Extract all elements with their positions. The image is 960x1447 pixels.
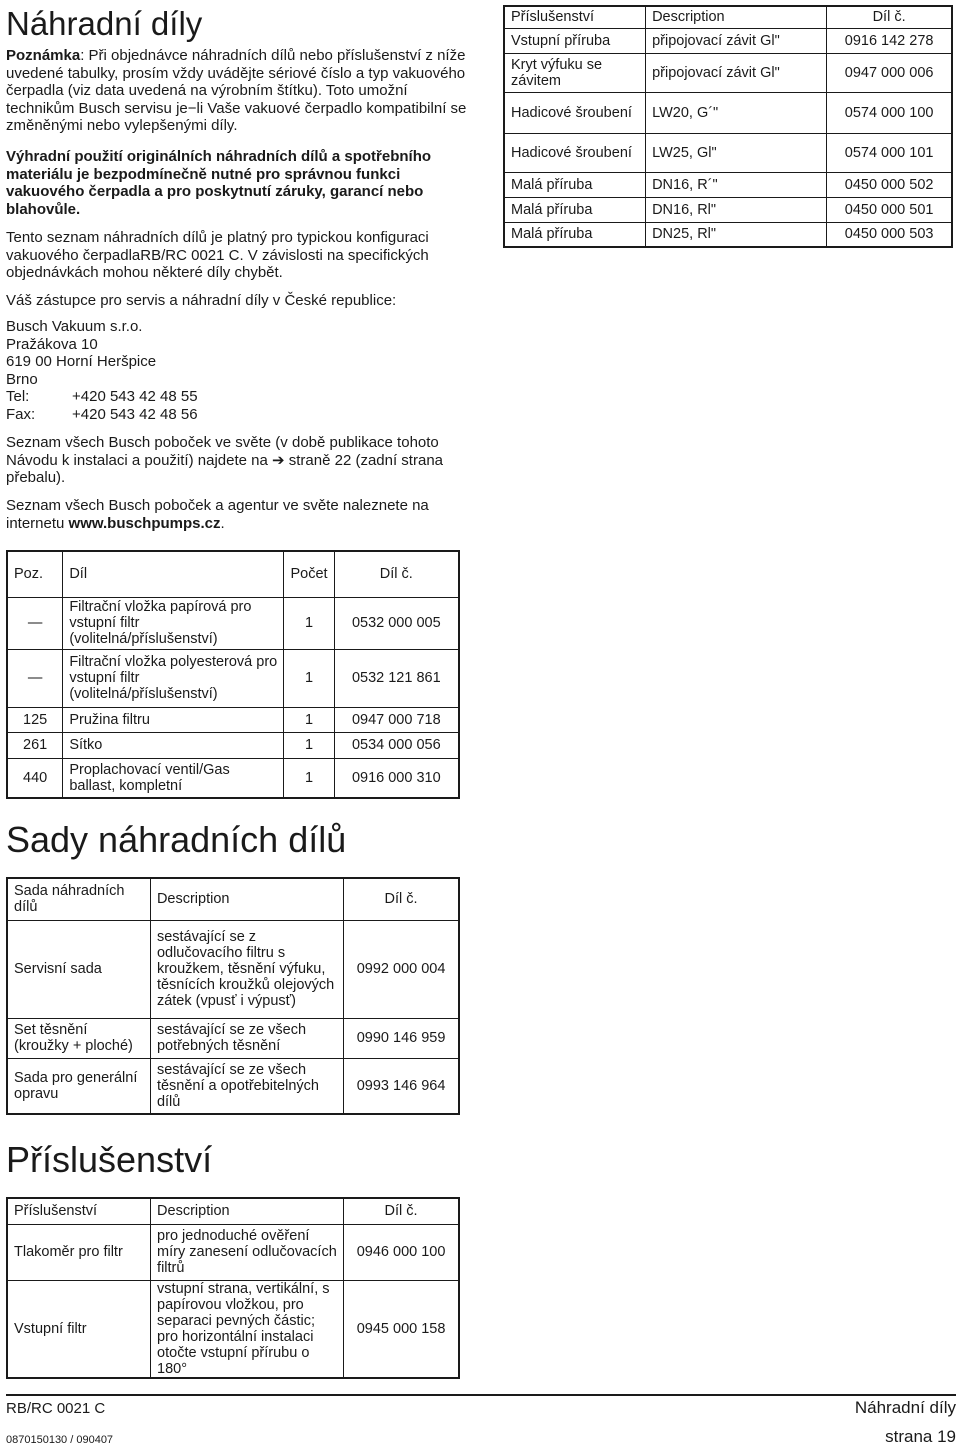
row-part: Filtrační vložka polyesterová pro vstupní filtr (volitelná/příslušenství) bbox=[63, 649, 284, 707]
table-header-row bbox=[504, 6, 952, 28]
accessories-table-continued bbox=[503, 5, 953, 248]
header-position: Poz. bbox=[7, 551, 63, 597]
row-accessory: Vstupní příruba bbox=[504, 28, 646, 53]
config-note-paragraph: Tento seznam náhradních dílů je platný pro typickou konfiguraci vakuového čerpadlaRB/RC 0021 C. V závislosti na specifických objednávkách mohou některé díly chybět. bbox=[6, 229, 429, 281]
agencies-paragraph bbox=[6, 497, 471, 532]
table-row bbox=[504, 133, 952, 172]
row-part-no: 0450 000 501 bbox=[827, 197, 952, 222]
note-paragraph bbox=[6, 47, 471, 135]
row-description: vstupní strana, vertikální, s papírovou vložkou, pro separaci pevných částic; pro horizontální instalaci otočte vstupní přírubu o 180° bbox=[151, 1280, 344, 1378]
table-row bbox=[7, 649, 459, 707]
row-accessory: Malá příruba bbox=[504, 197, 646, 222]
header-part-no: Díl č. bbox=[827, 6, 952, 28]
row-description: pro jednoduché ověření míry zanesení odlučovacích filtrů bbox=[151, 1224, 344, 1280]
agencies-text: Seznam všech Busch poboček a agentur ve světe naleznete na internetu bbox=[6, 497, 429, 532]
fax-label: Fax: bbox=[6, 405, 36, 423]
phone-number: +420 543 42 48 55 bbox=[72, 388, 198, 405]
row-part-no: 0947 000 006 bbox=[827, 53, 952, 92]
row-count: 1 bbox=[284, 732, 334, 758]
header-kit: Sada náhradních dílů bbox=[7, 878, 150, 920]
agencies-end: . bbox=[220, 514, 225, 532]
row-part-no: 0947 000 718 bbox=[334, 707, 459, 732]
fax-row bbox=[6, 406, 471, 424]
row-description: sestávající se ze všech potřebných těsnění bbox=[150, 1018, 343, 1058]
row-part-no: 0946 000 100 bbox=[344, 1224, 459, 1280]
row-count: 1 bbox=[284, 758, 334, 798]
row-description: DN25, Rl" bbox=[646, 222, 827, 247]
row-part-no: 0990 146 959 bbox=[344, 1018, 459, 1058]
branches-paragraph bbox=[6, 434, 471, 487]
header-part-no: Díl č. bbox=[344, 878, 459, 920]
website-link[interactable]: www.buschpumps.cz bbox=[68, 514, 221, 532]
row-accessory: Kryt výfuku se závitem bbox=[504, 53, 646, 92]
table-row bbox=[504, 28, 952, 53]
row-part-no: 0992 000 004 bbox=[344, 920, 459, 1018]
table-header-row bbox=[7, 1198, 459, 1224]
footer-document-number: 0870150130 / 090407 bbox=[6, 1434, 114, 1446]
address-town: Brno bbox=[6, 370, 38, 388]
row-part-no: 0532 121 861 bbox=[334, 649, 459, 707]
table-row bbox=[504, 172, 952, 197]
header-part: Díl bbox=[63, 551, 284, 597]
row-part-no: 0574 000 101 bbox=[827, 133, 952, 172]
row-part-no: 0534 000 056 bbox=[334, 732, 459, 758]
table-row bbox=[504, 53, 952, 92]
header-accessory: Příslušenství bbox=[7, 1198, 151, 1224]
section-title-spare-kits: Sady náhradních dílů bbox=[6, 819, 347, 860]
page-number: strana 19 bbox=[885, 1427, 956, 1446]
row-part: Sítko bbox=[63, 732, 284, 758]
accessories-table bbox=[6, 1197, 460, 1379]
company-name: Busch Vakuum s.r.o. bbox=[6, 318, 143, 335]
table-row bbox=[7, 707, 459, 732]
table-header-row bbox=[7, 878, 459, 920]
row-part-no: 0916 000 310 bbox=[334, 758, 459, 798]
table-row bbox=[7, 758, 459, 798]
representative-intro: Váš zástupce pro servis a náhradní díly v České republice: bbox=[6, 292, 397, 309]
row-accessory: Vstupní filtr bbox=[7, 1280, 151, 1378]
address-street: Pražákova 10 bbox=[6, 335, 98, 353]
table-row bbox=[7, 597, 459, 649]
footer-section-name: Náhradní díly bbox=[854, 1398, 956, 1417]
table-row bbox=[504, 222, 952, 247]
row-part-no: 0450 000 503 bbox=[827, 222, 952, 247]
row-accessory: Malá příruba bbox=[504, 222, 646, 247]
note-label: Poznámka bbox=[6, 47, 81, 64]
header-accessory: Příslušenství bbox=[504, 6, 646, 28]
row-kit: Servisní sada bbox=[7, 920, 150, 1018]
row-accessory: Malá příruba bbox=[504, 172, 646, 197]
fax-number: +420 543 42 48 56 bbox=[72, 405, 198, 423]
section-title-accessories: Příslušenství bbox=[6, 1139, 213, 1180]
row-part: Proplachovací ventil/Gas ballast, kompletní bbox=[63, 758, 284, 798]
row-description: LW20, G´" bbox=[646, 92, 827, 133]
footer-divider bbox=[6, 1394, 956, 1396]
row-kit: Sada pro generální opravu bbox=[7, 1058, 150, 1114]
row-description: sestávající se z odlučovacího filtru s kroužkem, těsnění výfuku, těsnících kroužků olejových zátek (vpusť i výpusť) bbox=[150, 920, 343, 1018]
row-position: — bbox=[7, 649, 63, 707]
table-row bbox=[7, 1280, 459, 1378]
header-description: Description bbox=[150, 878, 343, 920]
row-description: DN16, Rl" bbox=[646, 197, 827, 222]
table-header-row bbox=[7, 551, 459, 597]
row-part-no: 0450 000 502 bbox=[827, 172, 952, 197]
table-row bbox=[7, 732, 459, 758]
phone-label: Tel: bbox=[6, 388, 30, 405]
row-part-no: 0916 142 278 bbox=[827, 28, 952, 53]
header-part-no: Díl č. bbox=[344, 1198, 459, 1224]
row-description: připojovací závit Gl" bbox=[646, 28, 827, 53]
row-count: 1 bbox=[284, 707, 334, 732]
table-row bbox=[504, 92, 952, 133]
spare-parts-table bbox=[6, 550, 460, 799]
row-kit: Set těsnění (kroužky + ploché) bbox=[7, 1018, 150, 1058]
row-description: připojovací závit Gl" bbox=[646, 53, 827, 92]
footer-model: RB/RC 0021 C bbox=[6, 1400, 106, 1417]
row-count: 1 bbox=[284, 597, 334, 649]
row-count: 1 bbox=[284, 649, 334, 707]
row-accessory: Hadicové šroubení bbox=[504, 133, 646, 172]
header-description: Description bbox=[646, 6, 827, 28]
branches-page-ref: straně 22 (zadní strana přebalu). bbox=[6, 451, 444, 486]
table-row bbox=[504, 197, 952, 222]
row-position: 125 bbox=[7, 707, 63, 732]
spare-kits-table bbox=[6, 877, 460, 1115]
row-part-no: 0574 000 100 bbox=[827, 92, 952, 133]
row-part-no: 0532 000 005 bbox=[334, 597, 459, 649]
warning-paragraph: Výhradní použití originálních náhradních dílů a spotřebního materiálu je bezpodmínečně nutné pro správnou funkci vakuového čerpadla a pro poskytnutí záruky, garancí nebo blahovůle. bbox=[6, 148, 432, 218]
address-city: 619 00 Horní Heršpice bbox=[6, 353, 157, 370]
header-part-no: Díl č. bbox=[334, 551, 459, 597]
row-description: sestávající se ze všech těsnění a opotřebitelných dílů bbox=[150, 1058, 343, 1114]
row-position: — bbox=[7, 597, 63, 649]
section-title-spare-parts: Náhradní díly bbox=[6, 5, 203, 42]
phone-row bbox=[6, 388, 471, 406]
row-part: Filtrační vložka papírová pro vstupní filtr (volitelná/příslušenství) bbox=[63, 597, 284, 649]
arrow-right-icon: ➔ bbox=[272, 451, 285, 469]
header-count: Počet bbox=[284, 551, 334, 597]
row-part: Pružina filtru bbox=[63, 707, 284, 732]
table-row bbox=[7, 920, 459, 1018]
row-description: LW25, Gl" bbox=[646, 133, 827, 172]
row-description: DN16, R´" bbox=[646, 172, 827, 197]
row-accessory: Tlakoměr pro filtr bbox=[7, 1224, 151, 1280]
row-position: 261 bbox=[7, 732, 63, 758]
row-part-no: 0993 146 964 bbox=[344, 1058, 459, 1114]
row-part-no: 0945 000 158 bbox=[344, 1280, 459, 1378]
table-row bbox=[7, 1224, 459, 1280]
row-accessory: Hadicové šroubení bbox=[504, 92, 646, 133]
note-text: : Při objednávce náhradních dílů nebo příslušenství z níže uvedené tabulky, prosím vždy uvádějte sériové číslo a typ vakuového čerpadla (viz data uvedená na výrobním štítku). Toto umožní technikům Busch servisu je−li Vaše vakuové čerpadlo kompatibilní se změněnými nebo vylepšenými díly. bbox=[6, 47, 467, 134]
header-description: Description bbox=[151, 1198, 344, 1224]
branches-text: Seznam všech Busch poboček ve světe (v době publikace tohoto Návodu k instalaci a použití) najdete na bbox=[6, 434, 439, 469]
table-row bbox=[7, 1058, 459, 1114]
row-position: 440 bbox=[7, 758, 63, 798]
table-row bbox=[7, 1018, 459, 1058]
address-block bbox=[6, 318, 471, 423]
